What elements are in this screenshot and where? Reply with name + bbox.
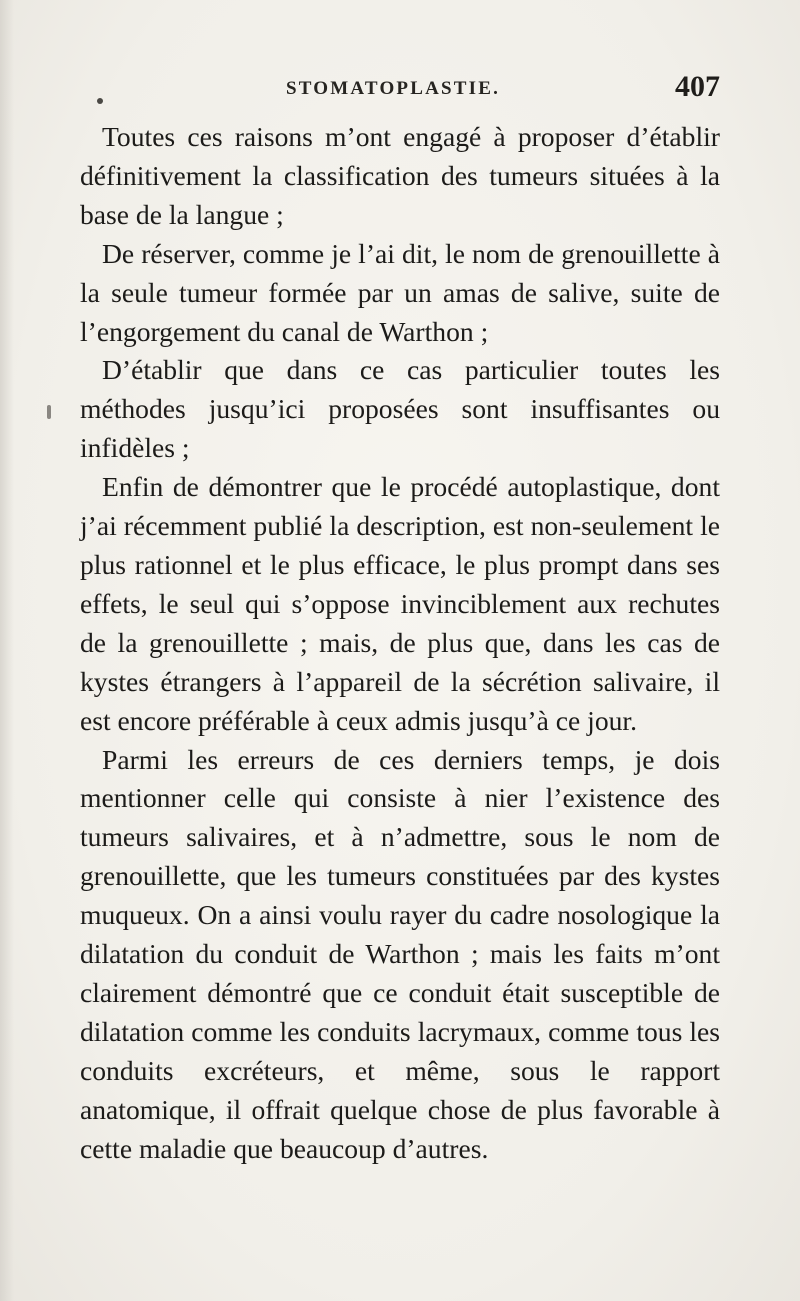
paragraph: Parmi les erreurs de ces derniers temps, je dois mentionner celle qui consiste à nier l’existence des tumeurs salivaires, et à n’admettre, sous le nom de grenouillette, que les tumeurs constituées par des kystes muqueux. On a ainsi voulu rayer du cadre nosologique la dilatation du conduit de Warthon ; mais les faits m’ont clairement démontré que ce conduit était susceptible de dilatation comme les conduits lacrymaux, comme tous les conduits excréteurs, et même, sous le rapport anatomique, il offrait quelque chose de plus favorable à cette maladie que beaucoup d’autres.: [80, 743, 720, 1164]
body-text: [80, 118, 720, 1168]
paragraph: Enfin de démontrer que le procédé autoplastique, dont j’ai récemment publié la description, est non-seulement le plus rationnel et le plus efficace, le plus prompt dans ses effets, le seul qui s’oppose invinciblement aux rechutes de la grenouillette ; mais, de plus que, dans les cas de kystes étrangers à l’appareil de la sécrétion salivaire, il est encore préférable à ceux admis jusqu’à ce jour.: [80, 471, 720, 736]
paragraph: Toutes ces raisons m’ont engagé à proposer d’établir définitivement la classification des tumeurs situées à la base de la langue ;: [80, 121, 720, 230]
paragraph: D’établir que dans ce cas particulier toutes les méthodes jusqu’ici proposées sont insuffisantes ou infidèles ;: [80, 354, 720, 464]
paragraph: De réserver, comme je l’ai dit, le nom de grenouillette à la seule tumeur formée par un amas de salive, suite de l’engorgement du canal de Warthon ;: [80, 237, 720, 347]
page-number: 407: [675, 70, 720, 103]
ink-speck: [47, 405, 51, 419]
running-title: STOMATOPLASTIE.: [286, 78, 501, 99]
running-head: [78, 72, 720, 104]
